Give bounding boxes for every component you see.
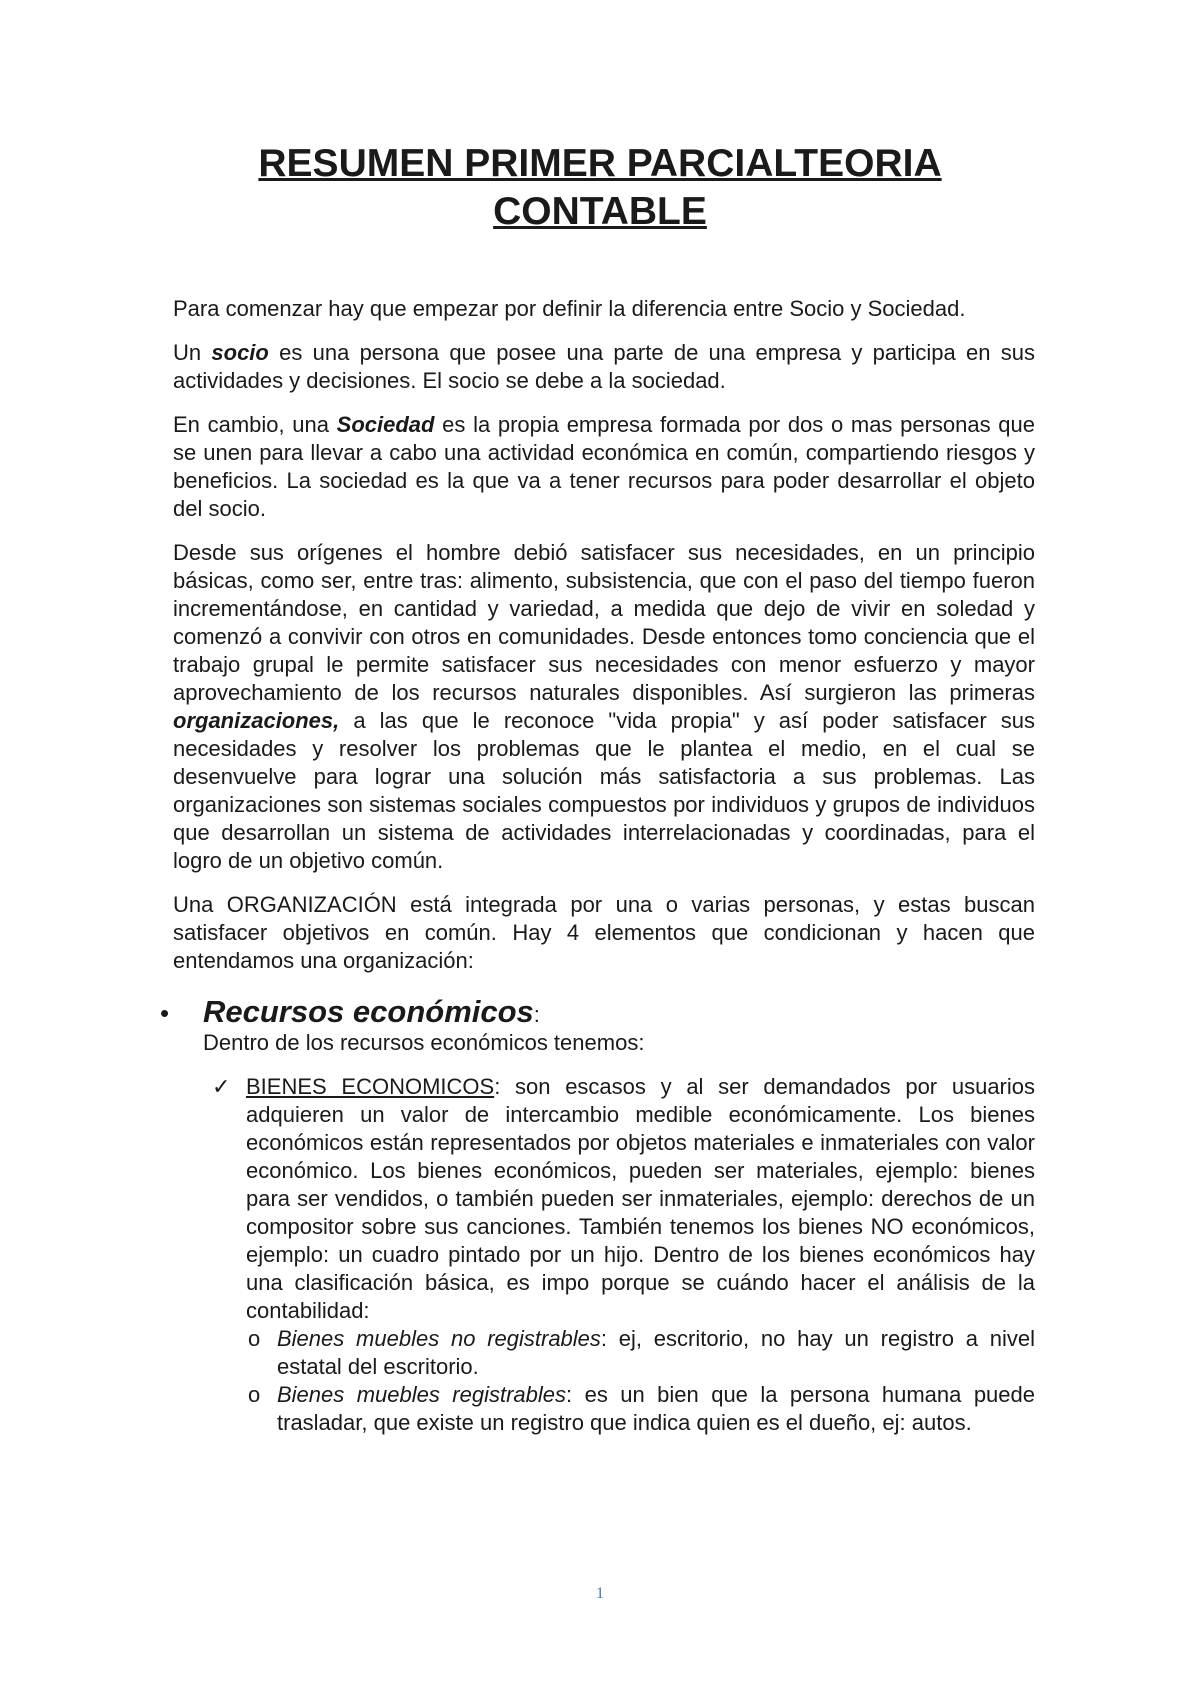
circle-bullet-icon: o — [248, 1326, 261, 1351]
muebles-no-registrables-text: : ej, escritorio, no hay un registro a nivel estatal del escritorio. — [277, 1326, 1036, 1379]
paragraph-socio — [173, 339, 1035, 395]
page-number: 1 — [596, 1585, 604, 1602]
list-item-recursos-economicos — [160, 994, 1036, 1437]
term-muebles-registrables: Bienes muebles registrables — [277, 1382, 567, 1407]
paragraph-origenes — [173, 539, 1035, 875]
paragraph-sociedad-pre: En cambio, una — [173, 412, 337, 437]
bullet-icon: • — [160, 998, 170, 1028]
term-socio: socio — [211, 340, 269, 365]
term-muebles-no-registrables: Bienes muebles no registrables — [277, 1326, 601, 1351]
paragraph-origenes-post: a las que le reconoce "vida propia" y así poder satisfacer sus necesidades y resolver los problemas que le plantea el medio, en el cual se desenvuelve para lograr una solución más satisfactoria a sus problemas. Las organizaciones son sistemas sociales compuestos por individuos y grupos de individuos que desarrollan un sistema de actividades interrelacionadas y coordinadas, para el logro de un objetivo común. — [173, 708, 1035, 873]
term-organizaciones: organizaciones, — [173, 708, 340, 733]
section-intro: Dentro de los recursos económicos tenemos: — [203, 1030, 645, 1055]
paragraph-sociedad — [173, 411, 1035, 523]
term-bienes-economicos: BIENES ECONOMICOS — [246, 1074, 495, 1099]
section-heading — [203, 995, 1035, 1029]
document-body — [160, 295, 1036, 1437]
document-title: RESUMEN PRIMER PARCIALTEORIA CONTABLE — [258, 142, 942, 233]
paragraph-sociedad-post: es la propia empresa formada por dos o mas personas que se unen para llevar a cabo una actividad económica en común, compartiendo riesgos y beneficios. La sociedad es la que va a tener recursos para poder desarrollar el objeto del socio. — [173, 412, 1035, 521]
paragraph-organizacion: Una ORGANIZACIÓN está integrada por una o varias personas, y estas buscan satisfacer objetivos en común. Hay 4 elementos que condicionan y hacen que entendamos una organización: — [173, 892, 1035, 973]
paragraph-socio-post: es una persona que posee una parte de una empresa y participa en sus actividades y decisiones. El socio se debe a la sociedad. — [173, 340, 1035, 393]
paragraph-origenes-pre: Desde sus orígenes el hombre debió satisfacer sus necesidades, en un principio básicas, como ser, entre tras: alimento, subsistencia, que con el paso del tiempo fueron incrementándose, en cantidad y variedad, a medida que dejo de vivir en soledad y comenzó a convivir con otros en comunidades. Desde entonces tomo conciencia que el trabajo grupal le permite satisfacer sus necesidades con menor esfuerzo y mayor aprovechamiento de los recursos naturales disponibles. Así surgieron las primeras — [173, 540, 1035, 705]
section-heading-text: Recursos económicos — [203, 994, 534, 1029]
list-item-muebles-no-registrables — [246, 1325, 1035, 1381]
circle-bullet-icon: o — [248, 1382, 261, 1407]
list-item-muebles-registrables — [246, 1381, 1035, 1437]
bienes-economicos-text: : son escasos y al ser demandados por usuarios adquieren un valor de intercambio medible económicamente. Los bienes económicos están representados por objetos materiales e inmateriales con valor económico. Los bienes económicos, pueden ser materiales, ejemplo: bienes para ser vendidos, o también pueden ser inmateriales, ejemplo: derechos de un compositor sobre sus canciones. También tenemos los bienes NO económicos, ejemplo: un cuadro pintado por un hijo. Dentro de los bienes económicos hay una clasificación básica, es impo porque se cuándo hacer el análisis de la contabilidad: — [246, 1074, 1036, 1323]
muebles-registrables-text: : es un bien que la persona humana puede trasladar, que existe un registro que indica quien es el dueño, ej: autos. — [277, 1382, 1035, 1435]
checkmark-icon: ✓ — [212, 1074, 231, 1099]
list-item-bienes-economicos — [203, 1073, 1035, 1437]
section-heading-colon: : — [533, 1002, 540, 1027]
paragraph-socio-pre: Un — [173, 340, 212, 365]
paragraph-intro: Para comenzar hay que empezar por definir la diferencia entre Socio y Sociedad. — [173, 296, 966, 321]
term-sociedad: Sociedad — [336, 412, 435, 437]
